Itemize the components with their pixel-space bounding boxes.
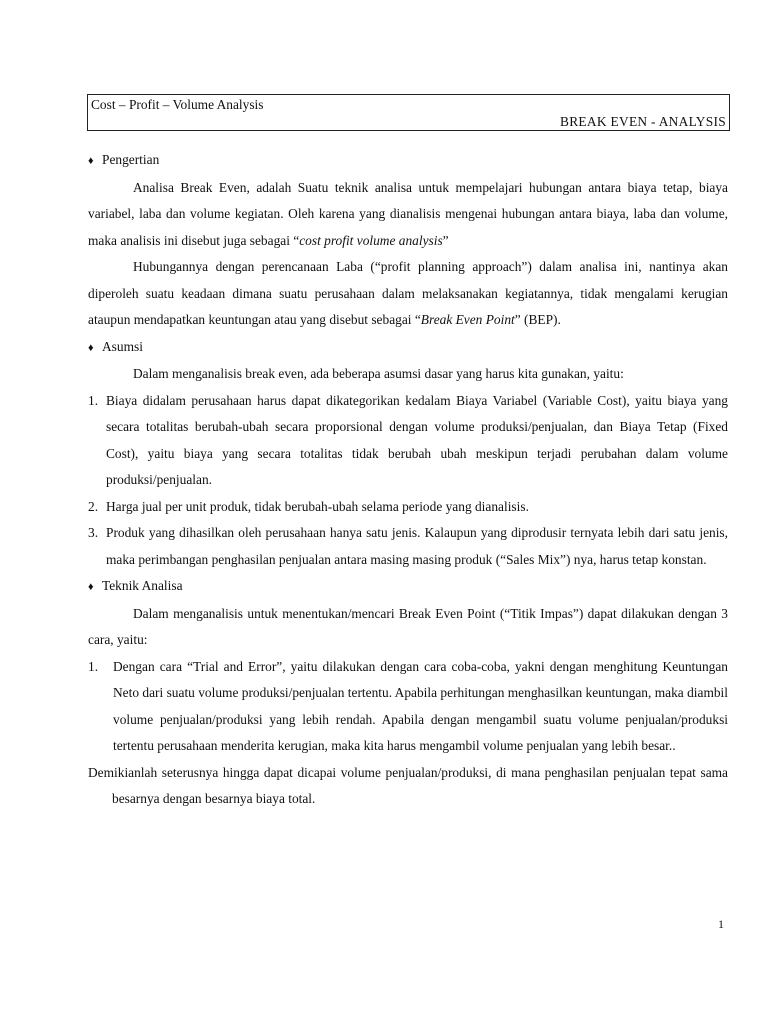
italic-term: Break Even Point [420, 312, 515, 327]
paragraph-definition [88, 175, 728, 255]
document-body [88, 147, 728, 813]
asumsi-list [88, 388, 728, 574]
diamond-bullet-icon: ♦ [88, 341, 94, 354]
list-number: 2. [88, 498, 99, 514]
list-item-text: Biaya didalam perusahaan harus dapat dikategorikan kedalam Biaya Variabel (Variable Cost), yaitu biaya yang secara totalitas berubah-ubah secara proporsional dengan volume produksi/penjualan, dan Biaya Tetap (Fixed Cost), yaitu biaya yang secara totalitas tidak berubah ubah meskipun terjadi perubahan dalam volume produksi/penjualan. [106, 392, 728, 487]
heading-text: Teknik Analisa [102, 578, 183, 593]
heading-text: Asumsi [102, 338, 143, 354]
section-heading-pengertian [88, 147, 728, 175]
paragraph-closing: Demikianlah seterusnya hingga dapat dicapai volume penjualan/produksi, di mana penghasilan penjualan tepat sama besarnya dengan besarnya biaya total. [88, 764, 728, 806]
list-item-text: Harga jual per unit produk, tidak berubah-ubah selama periode yang dianalisis. [106, 498, 529, 514]
list-item-text: Dengan cara “Trial and Error”, yaitu dilakukan dengan cara coba-coba, yakni dengan menghitung Keuntungan Neto dari suatu volume produksi/penjualan tertentu. Apabila perhitungan menghasilkan keuntungan, maka diambil volume penjualan/produksi yang lebih rendah. Apabila dengan mengambil suatu volume penjualan/produksi tertentu perusahaan menderita kerugian, maka kita harus mengambil volume penjualan yang lebih besar.. [113, 658, 728, 753]
paragraph-profit-planning [88, 254, 728, 334]
list-item-text: Produk yang dihasilkan oleh perusahaan hanya satu jenis. Kalaupun yang diprodusir ternyata lebih dari satu jenis, maka perimbangan penghasilan penjualan antara masing masing produk (“Sales Mix”) nya, harus tetap konstan. [106, 525, 728, 567]
list-item [88, 654, 728, 760]
paragraph-text: Analisa Break Even, adalah Suatu teknik analisa untuk mempelajari hubungan antara biaya tetap, biaya variabel, laba dan volume kegiatan. Oleh karena yang dianalisis mengenai hubungan antara biaya, laba dan volume, maka analisis ini disebut juga sebagai “ [88, 179, 728, 248]
header-left-title: Cost – Profit – Volume Analysis [91, 97, 264, 112]
italic-term: cost profit volume analysis [299, 232, 443, 248]
header-box [87, 94, 730, 131]
paragraph-text: ” (BEP). [514, 312, 561, 327]
list-number: 1. [88, 392, 99, 408]
list-item [88, 388, 728, 494]
header-right-title: BREAK EVEN - ANALYSIS [559, 114, 726, 129]
teknik-list [88, 654, 728, 760]
diamond-bullet-icon: ♦ [88, 581, 94, 593]
paragraph-text: Hubungannya dengan perencanaan Laba (“profit planning approach”) dalam analisa ini, nantinya akan diperoleh suatu keadaan dimana suatu perusahaan dalam melaksanakan kegiatannya, tidak mengalami kerugian ataupun mendapatkan keuntungan atau yang disebut sebagai “ [88, 259, 728, 327]
page-number: 1 [718, 917, 724, 931]
paragraph-asumsi-intro: Dalam menganalisis break even, ada beberapa asumsi dasar yang harus kita gunakan, yaitu: [133, 366, 624, 381]
list-item [88, 520, 728, 573]
section-heading-asumsi [88, 334, 728, 362]
list-number: 1. [88, 658, 99, 674]
list-number: 3. [88, 525, 99, 540]
list-item [88, 494, 728, 521]
paragraph-teknik-intro: Dalam menganalisis untuk menentukan/mencari Break Even Point (“Titik Impas”) dapat dilakukan dengan 3 cara, yaitu: [88, 605, 728, 647]
heading-text: Pengertian [102, 152, 160, 167]
paragraph-text: ” [442, 232, 449, 248]
diamond-bullet-icon: ♦ [88, 155, 94, 167]
section-heading-teknik [88, 573, 728, 601]
